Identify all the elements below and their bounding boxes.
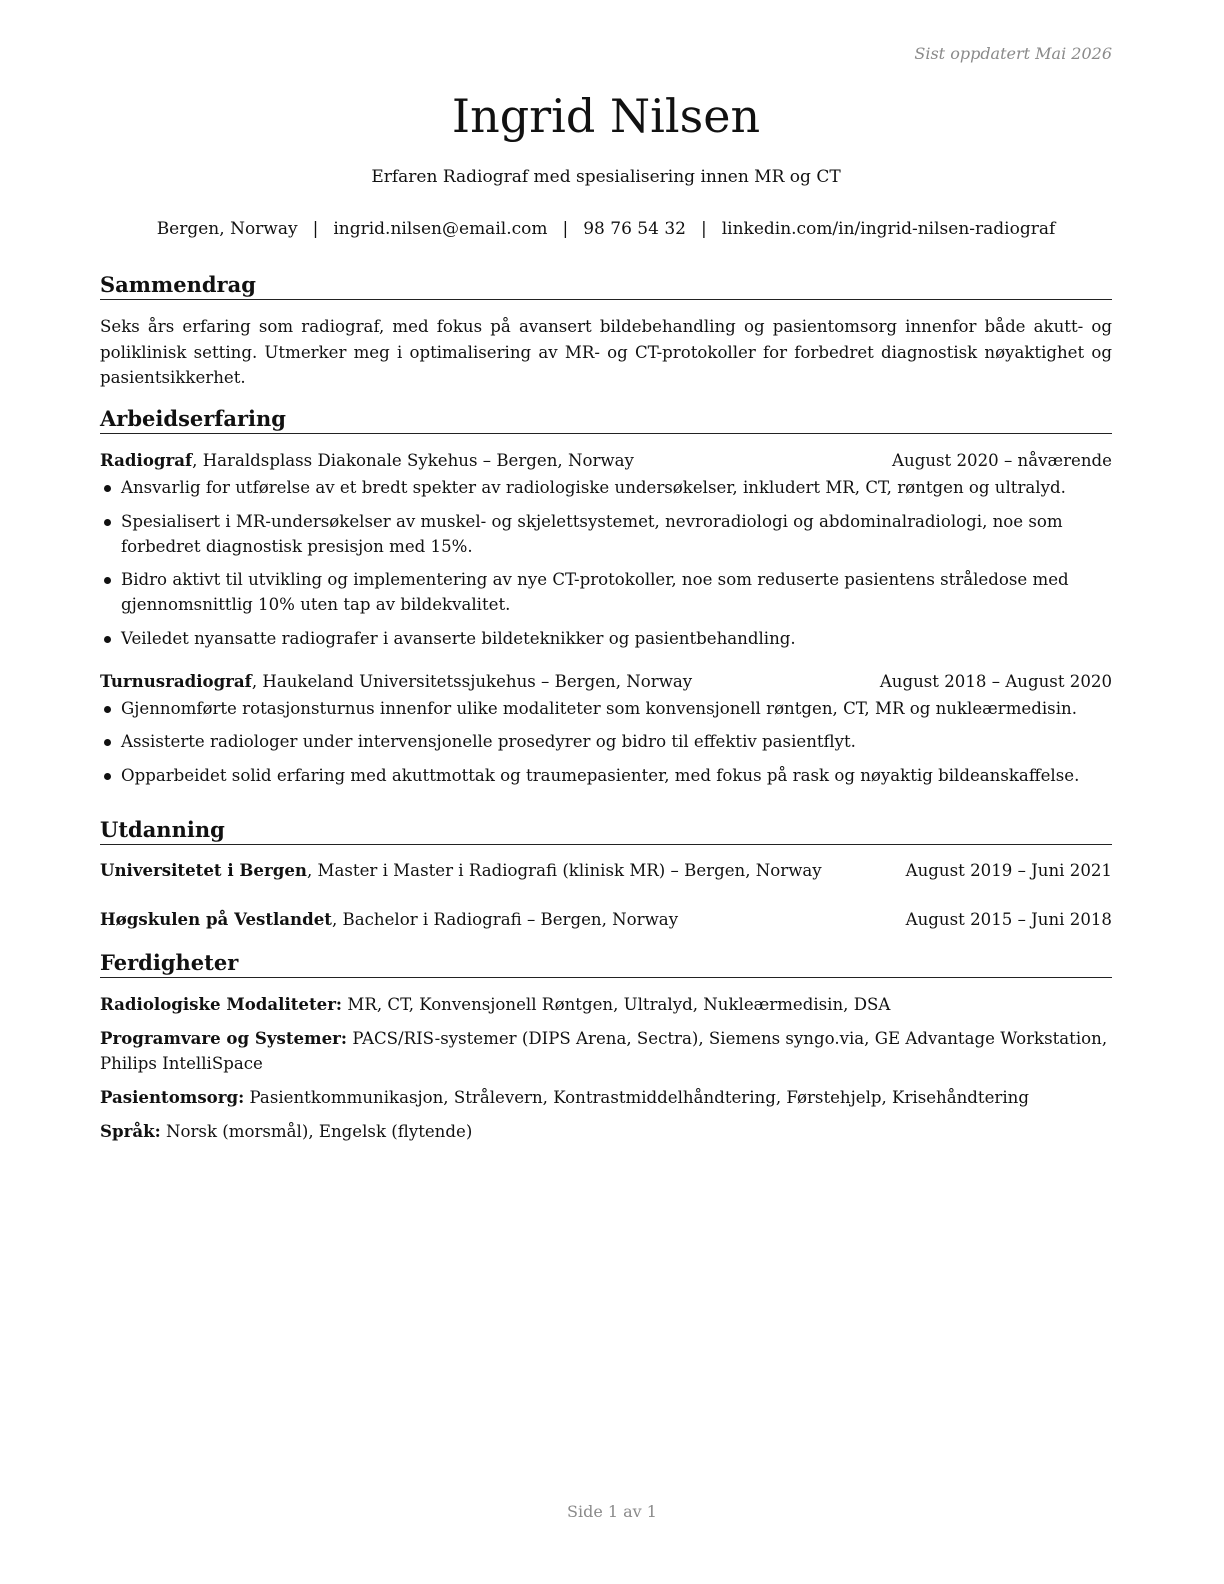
contact-separator: | <box>312 219 319 239</box>
job-header <box>100 669 1112 694</box>
section-title-experience: Arbeidserfaring <box>100 406 1112 434</box>
section-title-skills: Ferdigheter <box>100 950 1112 978</box>
bullet-dot <box>104 577 111 584</box>
section-title-summary: Sammendrag <box>100 272 1112 300</box>
experience-section <box>100 406 1112 796</box>
contact-location: Bergen, Norway <box>156 219 298 239</box>
contact-phone: 98 76 54 32 <box>583 219 686 239</box>
skill-label: Radiologiske Modaliteter: <box>100 994 343 1014</box>
bullet-dot <box>104 706 111 713</box>
skills-list <box>100 992 1112 1144</box>
skill-row <box>100 1026 1112 1076</box>
page-number: Side 1 av 1 <box>567 1502 657 1521</box>
skill-value: PACS/RIS-systemer (DIPS Arena, Sectra), Siemens syngo.via, GE Advantage Workstation, Philips IntelliSpace <box>100 1029 1108 1073</box>
education-detail: , Bachelor i Radiografi – Bergen, Norway <box>331 910 679 929</box>
education-dates: August 2019 – Juni 2021 <box>905 861 1112 880</box>
job-dates: August 2020 – nåværende <box>892 451 1112 470</box>
skill-value: Pasientkommunikasjon, Strålevern, Kontrastmiddelhåndtering, Førstehjelp, Krisehåndtering <box>244 1088 1029 1107</box>
bullet-text: Spesialisert i MR-undersøkelser av muskel- og skjelettsystemet, nevroradiologi og abdominalradiologi, noe som forbedret diagnostisk presisjon med 15%. <box>121 511 1063 556</box>
bullet-item <box>100 696 1112 721</box>
skill-value: MR, CT, Konvensjonell Røntgen, Ultralyd, Nukleærmedisin, DSA <box>342 995 891 1014</box>
bullet-text: Opparbeidet solid erfaring med akuttmottak og traumepasienter, med fokus på rask og nøyaktig bildeanskaffelse. <box>121 765 1080 785</box>
bullet-item <box>100 567 1112 617</box>
job-header <box>100 448 1112 473</box>
bullet-dot <box>104 773 111 780</box>
bullet-dot <box>104 636 111 643</box>
skill-row <box>100 992 1112 1017</box>
skill-label: Pasientomsorg: <box>100 1087 245 1107</box>
job-role: Turnusradiograf <box>100 670 252 691</box>
summary-section <box>100 272 1112 391</box>
summary-text: Seks års erfaring som radiograf, med fokus på avansert bildebehandling og pasientomsorg innenfor både akutt- og poliklinisk setting. Utmerker meg i optimalisering av MR- og CT-protokoller for forbedret diagnostisk nøyaktighet og pasientsikkerhet. <box>100 317 1112 387</box>
contact-separator: | <box>700 219 707 239</box>
bullet-text: Bidro aktivt til utvikling og implementering av nye CT-protokoller, noe som reduserte pasientens stråledose med gjennomsnittlig 10% uten tap av bildekvalitet. <box>121 570 1069 614</box>
education-school: Universitetet i Bergen <box>100 860 307 880</box>
job-bullets <box>100 696 1112 788</box>
bullet-text: Assisterte radiologer under intervensjonelle prosedyrer og bidro til effektiv pasientflyt. <box>121 732 856 751</box>
bullet-dot <box>104 739 111 746</box>
bullet-item <box>100 763 1112 788</box>
contact-email[interactable]: ingrid.nilsen@email.com <box>333 219 548 239</box>
job-employer: , Haraldsplass Diakonale Sykehus – Bergen, Norway <box>192 451 634 470</box>
bullet-item <box>100 626 1112 651</box>
contact-separator: | <box>562 219 569 239</box>
job-bullets <box>100 475 1112 651</box>
contact-linkedin[interactable]: linkedin.com/in/ingrid-nilsen-radiograf <box>721 219 1056 239</box>
education-entry <box>100 858 1112 883</box>
skill-row <box>100 1119 1112 1144</box>
skill-label: Programvare og Systemer: <box>100 1028 348 1048</box>
bullet-text: Veiledet nyansatte radiografer i avanserte bildeteknikker og pasientbehandling. <box>121 628 796 648</box>
skill-row <box>100 1085 1112 1110</box>
candidate-tagline: Erfaren Radiograf med spesialisering innen MR og CT <box>371 167 841 187</box>
job-dates: August 2018 – August 2020 <box>879 671 1112 691</box>
education-entry <box>100 907 1112 932</box>
job-entry <box>100 669 1112 788</box>
bullet-text: Gjennomførte rotasjonsturnus innenfor ulike modaliteter som konvensjonell røntgen, CT, MR og nukleærmedisin. <box>121 698 1077 718</box>
skill-value: Norsk (morsmål), Engelsk (flytende) <box>160 1122 473 1141</box>
education-section <box>100 817 1112 932</box>
bullet-item <box>100 729 1112 754</box>
education-detail: , Master i Master i Radiografi (klinisk MR) – Bergen, Norway <box>306 861 822 880</box>
bullet-text: Ansvarlig for utførelse av et bredt spekter av radiologiske undersøkelser, inkludert MR, CT, røntgen og ultralyd. <box>121 478 1066 497</box>
bullet-dot <box>104 519 111 526</box>
job-entry <box>100 448 1112 651</box>
education-dates: August 2015 – Juni 2018 <box>905 910 1112 929</box>
last-updated: Sist oppdatert Mai 2026 <box>914 44 1112 63</box>
job-employer: , Haukeland Universitetssjukehus – Bergen, Norway <box>251 671 693 691</box>
candidate-name: Ingrid Nilsen <box>451 89 761 143</box>
skill-label: Språk: <box>100 1121 161 1141</box>
job-role: Radiograf <box>100 450 193 470</box>
bullet-dot <box>104 485 111 492</box>
section-title-education: Utdanning <box>100 817 1112 845</box>
bullet-item <box>100 475 1112 500</box>
contact-line <box>100 219 1112 239</box>
education-school: Høgskulen på Vestlandet <box>100 909 332 929</box>
skills-section <box>100 950 1112 1153</box>
bullet-item <box>100 509 1112 559</box>
